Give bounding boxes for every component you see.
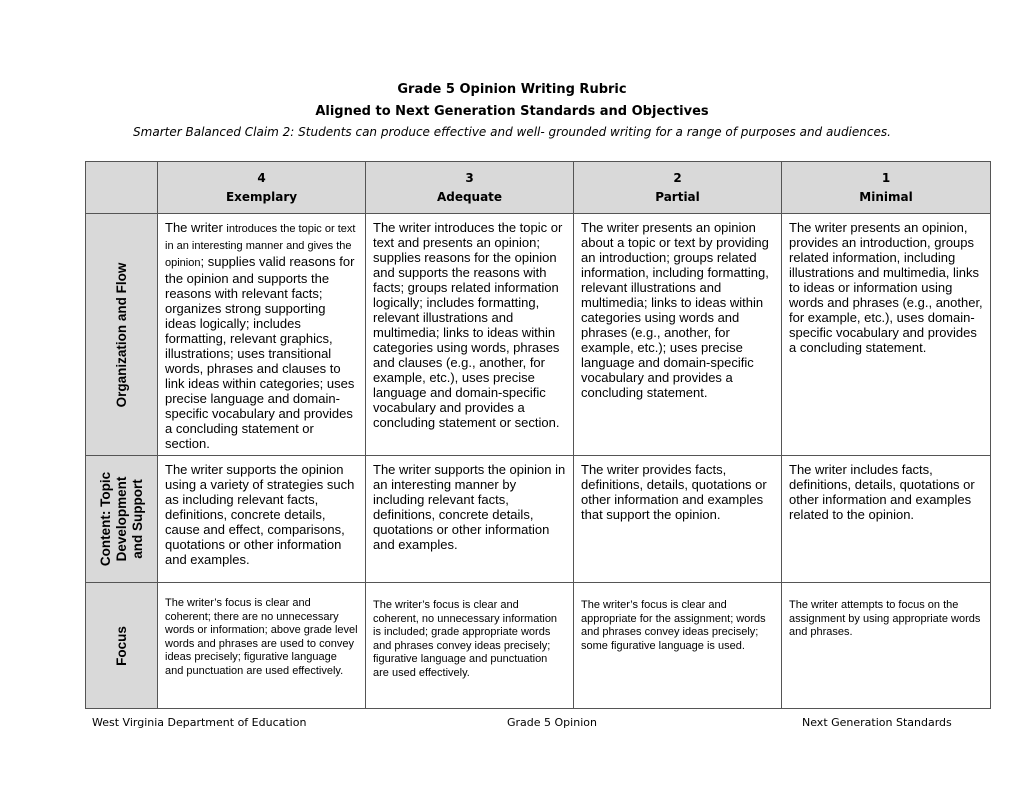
score-label: Partial [655,189,700,204]
score-label: Adequate [436,189,503,204]
cell-text: The writer presents an opinion, provides an introduction, groups related information, including illustrations and multimedia, links to ideas or information using words and phrases (e.g., another, for example, etc.), uses domain-specific vocabulary and provides a concluding statement. [789,220,983,355]
cell-text: The writer supports the opinion using a variety of strategies such as including relevant facts, definitions, concrete details, cause and effect, comparisons, quotations or other information and examples. [165,462,355,567]
score: 1 [881,170,891,185]
rubric-cell [158,214,366,456]
rubric-cell [366,456,574,583]
rubric-cell [366,583,574,709]
rubric-cell [158,456,366,583]
category-cell [86,456,158,583]
column-header-1 [782,162,991,214]
header-row [86,162,991,214]
category-label: Content: Topic Development and Support [97,471,145,567]
category-label: Focus [113,625,129,666]
cell-text: The writer’s focus is clear and coherent; there are no unnecessary words or information; above grade level words and phrases are used to convey ideas precisely; figurative language and punctuation are used effectively. [165,597,358,677]
rubric-subtitle: Aligned to Next Generation Standards and Objectives [315,104,709,119]
cell-text: The writer attempts to focus on the assignment by using appropriate words and phrases. [789,599,981,638]
category-cell [86,214,158,456]
column-header-3 [366,162,574,214]
rubric-cell [574,214,782,456]
rubric-cell [782,214,991,456]
rubric-cell [782,583,991,709]
footer-center: Grade 5 Opinion [507,716,597,729]
score-label: Exemplary [225,189,298,204]
score: 3 [465,170,474,185]
column-header-2 [574,162,782,214]
cell-text: The writer’s focus is clear and coherent, no unnecessary information is included; grade appropriate words and phrases convey ideas precisely; figurative language and punctuation are used effectively. [373,599,558,679]
score: 4 [257,170,266,185]
row-content-topic-development [86,456,991,583]
footer-left: West Virginia Department of Education [92,716,307,729]
cell-text: The writer introduces the topic or text and presents an opinion; supplies reasons for the opinion and supports the reasons with facts; groups related information logically; includes formatting, relevant illustrations and multimedia; links to ideas within categories using words, phrases and clauses (e.g., another, for example, etc.), uses precise language and domain-specific vocabulary and provides a concluding statement or section. [373,220,563,430]
row-focus [86,583,991,709]
rubric-cell [574,583,782,709]
cell-text: The writer includes facts, definitions, details, quotations or other information and examples related to the opinion. [789,462,975,522]
rubric-cell [782,456,991,583]
category-cell [86,583,158,709]
cell-text: The writer supports the opinion in an interesting manner by including relevant facts, definitions, concrete details, quotations or other information and examples. [373,462,566,552]
cell-text: The writer’s focus is clear and appropriate for the assignment; words and phrases convey ideas precisely; some figurative language is used. [581,599,766,652]
cell-text: The writer provides facts, definitions, details, quotations or other information and examples that support the opinion. [581,462,767,522]
claim-statement: Smarter Balanced Claim 2: Students can produce effective and well- grounded writing for a range of purposes and audiences. [133,125,891,139]
rubric-title: Grade 5 Opinion Writing Rubric [397,82,627,97]
rubric-table [85,161,991,709]
rubric-cell [574,456,782,583]
category-label: Organization and Flow [113,262,129,407]
column-header-4 [158,162,366,214]
score-label: Minimal [859,189,913,204]
cell-text: The writer introduces the topic or text in an interesting manner and gives the opinion; supplies valid reasons for the opinion and supports the reasons with relevant facts; organizes strong supporting ideas logically; includes formatting, relevant graphics, illustrations; uses transitional words, phrases and clauses to link ideas within categories; uses precise language and domain-specific vocabulary and provides a concluding statement or section. [165,220,356,451]
row-organization-and-flow [86,214,991,456]
corner-cell [86,162,158,214]
score: 2 [673,170,682,185]
footer-right: Next Generation Standards [802,716,952,729]
cell-text: The writer presents an opinion about a topic or text by providing an introduction; groups related information, including formatting, relevant illustrations and multimedia; links to ideas within categories using words and phrases (e.g., another, for example, etc.); uses precise language and domain-specific vocabulary and provides a concluding statement. [581,220,769,400]
rubric-cell [158,583,366,709]
rubric-cell [366,214,574,456]
